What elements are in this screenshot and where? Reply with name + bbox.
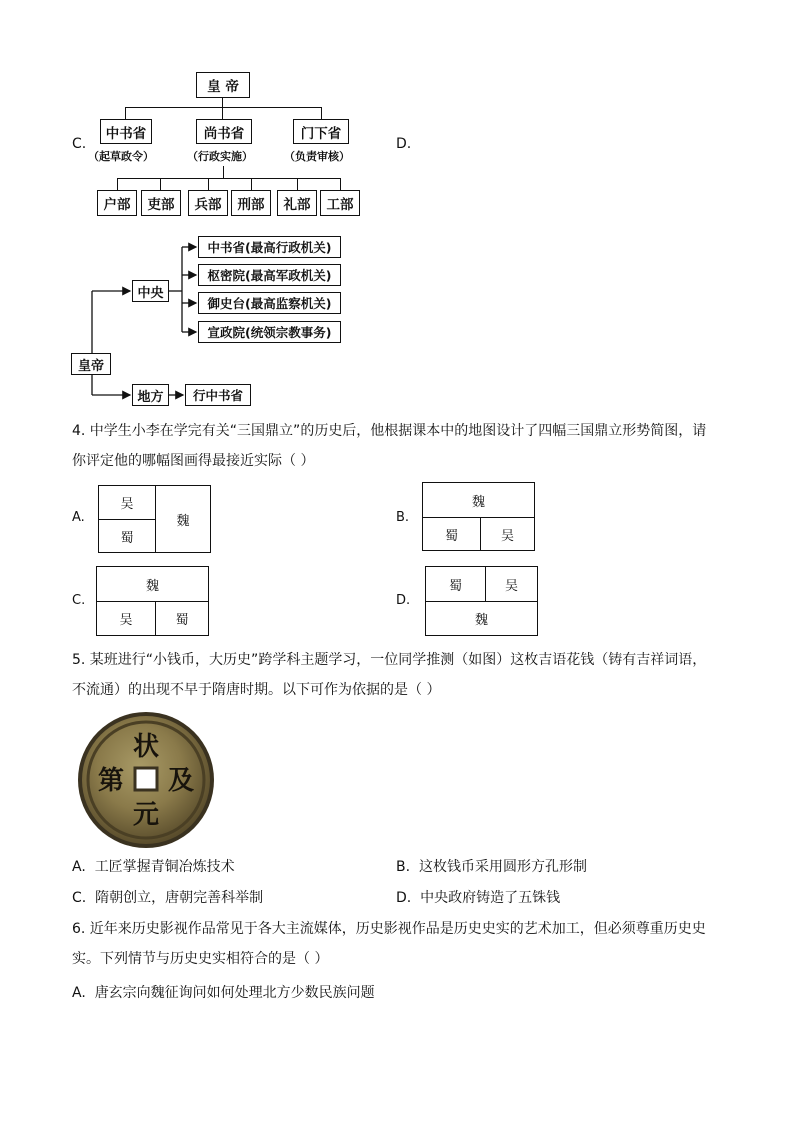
q5-option-b[interactable] <box>396 857 587 877</box>
q4-map-d[interactable] <box>425 566 538 636</box>
q4-map-c[interactable] <box>96 566 209 636</box>
ministry-gong: 工部 <box>320 190 360 216</box>
org-yushitai: 御史台(最高监察机关) <box>198 292 341 314</box>
q5-option-d-text: 中央政府铸造了五铢钱 <box>420 890 561 906</box>
q5-option-c[interactable] <box>72 888 263 908</box>
q4-map-b[interactable] <box>422 482 535 551</box>
coin-char-left: 第 <box>97 766 125 796</box>
coin-char-right: 及 <box>167 766 195 796</box>
map-c-wu: 吴 <box>119 613 133 628</box>
q5-option-a[interactable] <box>72 857 235 877</box>
q6-option-a-label: A. <box>72 985 86 1001</box>
map-b-wu: 吴 <box>500 528 514 544</box>
department-zhongshu: 中书省 <box>100 119 152 144</box>
duty-shangshu: （行政实施） <box>187 150 253 163</box>
q4-option-c-label[interactable]: C. <box>72 593 86 608</box>
map-a-wei: 魏 <box>176 513 190 529</box>
q6-option-a[interactable] <box>72 983 375 1003</box>
q5-option-c-text: 隋朝创立，唐朝完善科举制 <box>95 890 264 906</box>
emperor-box: 皇 帝 <box>196 72 250 98</box>
q6-stem-line2: 实。下列情节与历史史实相符合的是（ ） <box>72 951 329 967</box>
q4-stem-line2: 你评定他的哪幅图画得最接近实际（ ） <box>72 453 315 469</box>
q5-option-d-label: D. <box>396 890 412 906</box>
q6-option-a-text: 唐玄宗向魏征询问如何处理北方少数民族问题 <box>94 985 375 1001</box>
q4-option-d-label[interactable]: D. <box>396 593 411 608</box>
q4-option-b-label[interactable]: B. <box>396 510 410 525</box>
q5-option-b-label: B. <box>396 859 411 875</box>
q5-option-d[interactable] <box>396 888 560 908</box>
ministry-xing: 刑部 <box>231 190 271 216</box>
map-c-wei: 魏 <box>145 578 159 594</box>
q5-option-c-label: C. <box>72 890 87 906</box>
org-xuanzhengyuan: 宣政院(统领宗教事务) <box>198 321 341 343</box>
q3-option-d-label: D. <box>396 136 412 152</box>
duty-zhongshu: （起草政令） <box>88 150 154 163</box>
ministry-li: 吏部 <box>141 190 181 216</box>
map-d-shu: 蜀 <box>448 578 462 594</box>
department-shangshu: 尚书省 <box>196 119 252 144</box>
department-menxia: 门下省 <box>293 119 349 144</box>
q3-option-c-label: C. <box>72 136 87 152</box>
q4-stem-line1: 4. 中学生小李在学完有关“三国鼎立”的历史后，他根据课本中的地图设计了四幅三国鼎立形势简图，请 <box>72 423 707 439</box>
q5-stem-line2: 不流通）的出现不早于隋唐时期。以下可作为依据的是（ ） <box>72 682 441 698</box>
org-shumiyuan: 枢密院(最高军政机关) <box>198 264 341 286</box>
map-a-wu: 吴 <box>120 497 134 512</box>
yuan-emperor-box: 皇帝 <box>71 353 111 375</box>
q4-option-a-label[interactable]: A. <box>72 510 85 525</box>
ministry-hu: 户部 <box>97 190 137 216</box>
ministry-li-rites: 礼部 <box>277 190 317 216</box>
org-xingzhongshusheng: 行中书省 <box>185 384 251 406</box>
org-zhongshusheng: 中书省(最高行政机关) <box>198 236 341 258</box>
ministry-bing: 兵部 <box>188 190 228 216</box>
q5-option-b-text: 这枚钱币采用圆形方孔形制 <box>418 859 587 875</box>
central-box: 中央 <box>132 280 169 302</box>
q5-option-a-label: A. <box>72 859 86 875</box>
diagram-d-connectors <box>0 0 794 420</box>
q5-stem-line1: 5. 某班进行“小钱币，大历史”跨学科主题学习，一位同学推测（如图）这枚吉语花钱（铸有吉祥词语， <box>72 652 707 668</box>
local-box: 地方 <box>132 384 169 406</box>
coin-char-top: 状 <box>132 732 160 762</box>
map-d-wu: 吴 <box>504 578 518 594</box>
coin-image <box>76 711 216 849</box>
q6-stem-line1: 6. 近年来历史影视作品常见于各大主流媒体，历史影视作品是历史史实的艺术加工，但必须尊重历史史 <box>72 921 706 937</box>
map-d-wei: 魏 <box>474 613 488 628</box>
q4-map-a[interactable] <box>98 485 211 553</box>
duty-menxia: （负责审核） <box>284 150 350 163</box>
map-b-shu: 蜀 <box>444 528 458 544</box>
map-c-shu: 蜀 <box>175 613 189 628</box>
coin-char-bottom: 元 <box>132 800 160 830</box>
map-a-shu: 蜀 <box>120 530 134 546</box>
q5-option-a-text: 工匠掌握青铜冶炼技术 <box>94 859 235 875</box>
map-b-wei: 魏 <box>471 494 485 510</box>
